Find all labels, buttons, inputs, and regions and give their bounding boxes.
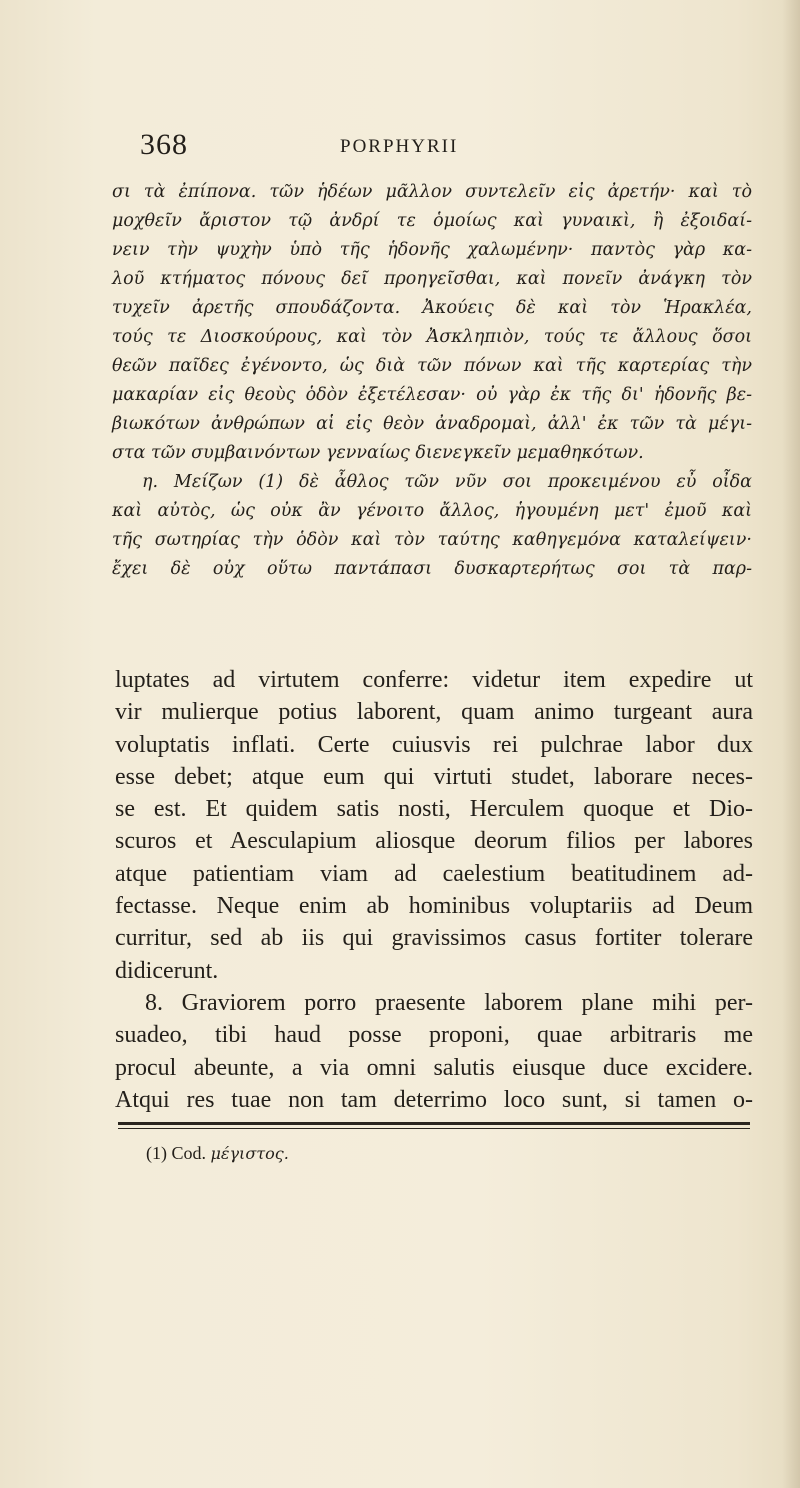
greek-line: καὶ αὐτὸς, ὡς οὐκ ἂν γένοιτο ἄλλος, ἡγουμένη μετ' ἐμοῦ καὶ (112, 501, 752, 521)
latin-line: esse debet; atque eum qui virtuti studet, laborare neces- (115, 763, 753, 790)
latin-line: vir mulierque potius laborent, quam animo turgeant aura (115, 699, 753, 726)
greek-line: σι τὰ ἐπίπονα. τῶν ἡδέων μᾶλλον συντελεῖν εἰς ἀρετήν· καὶ τὸ (112, 182, 752, 202)
greek-text-block (112, 178, 752, 584)
latin-line: luptates ad virtutem conferre: videtur item expedire ut (115, 667, 753, 693)
page-gutter-shadow (782, 0, 800, 1488)
greek-line: λοῦ κτήματος πόνους δεῖ προηγεῖσθαι, καὶ πονεῖν ἀνάγκη τὸν (112, 269, 752, 289)
greek-line: βιωκότων ἀνθρώπων αἱ εἰς θεὸν ἀναδρομαὶ, ἀλλ' ἐκ τῶν τὰ μέγι- (112, 414, 752, 434)
footnote (146, 1143, 746, 1164)
footnote-marker: (1) Cod. (146, 1143, 206, 1163)
latin-line: didicerunt. (115, 957, 219, 984)
greek-line: στα τῶν συμβαινόντων γενναίως διενεγκεῖν μεμαθηκότων. (112, 443, 644, 463)
page-number: 368 (140, 128, 188, 161)
greek-line: μοχθεῖν ἄριστον τῷ ἀνδρί τε ὁμοίως καὶ γυναικὶ, ἢ ἐξοιδαί- (112, 211, 752, 231)
footnote-rule (118, 1122, 750, 1125)
greek-line: νειν τὴν ψυχὴν ὑπὸ τῆς ἡδονῆς χαλωμένην· παντὸς γὰρ κα- (112, 240, 752, 260)
latin-translation-block (115, 664, 753, 1116)
latin-line: 8. Graviorem porro praesente laborem plane mihi per- (145, 989, 753, 1016)
greek-line: τούς τε Διοσκούρους, καὶ τὸν Ἀσκληπιὸν, τούς τε ἄλλους ὅσοι (112, 327, 752, 347)
footnote-rule-thin (118, 1128, 750, 1129)
latin-line: voluptatis inflati. Certe cuiusvis rei pulchrae labor dux (115, 731, 753, 758)
latin-line: curritur, sed ab iis qui gravissimos casus fortiter tolerare (115, 925, 753, 952)
latin-line: atque patientiam viam ad caelestium beatitudinem ad- (115, 860, 753, 887)
greek-line: τυχεῖν ἀρετῆς σπουδάζοντα. Ἀκούεις δὲ καὶ τὸν Ἡρακλέα, (112, 298, 752, 318)
greek-line: μακαρίαν εἰς θεοὺς ὁδὸν ἐξετέλεσαν· οὐ γὰρ ἐκ τῆς δι' ἡδονῆς βε- (112, 385, 752, 405)
latin-line: fectasse. Neque enim ab hominibus voluptariis ad Deum (115, 893, 753, 920)
greek-line: η. Μείζων (1) δὲ ἆθλος τῶν νῦν σοι προκειμένου εὖ οἶδα (142, 472, 752, 492)
page-header (140, 128, 720, 168)
latin-line: Atqui res tuae non tam deterrimo loco sunt, si tamen o- (115, 1086, 753, 1113)
latin-line: procul abeunte, a via omni salutis eiusque duce excidere. (115, 1054, 753, 1081)
running-title: PORPHYRII (340, 136, 459, 157)
latin-line: scuros et Aesculapium aliosque deorum filios per labores (115, 828, 753, 855)
latin-line: suadeo, tibi haud posse proponi, quae arbitraris me (115, 1022, 753, 1049)
greek-line: τῆς σωτηρίας τὴν ὁδὸν καὶ τὸν ταύτης καθηγεμόνα καταλείψειν· (112, 530, 752, 550)
latin-line: se est. Et quidem satis nosti, Herculem quoque et Dio- (115, 796, 753, 823)
footnote-greek-word: μέγιστος. (210, 1144, 289, 1163)
greek-line: θεῶν παῖδες ἐγένοντο, ὡς διὰ τῶν πόνων καὶ τῆς καρτερίας τὴν (112, 356, 752, 376)
greek-line: ἔχει δὲ οὐχ οὕτω παντάπασι δυσκαρτερήτως σοι τὰ παρ- (112, 559, 752, 579)
